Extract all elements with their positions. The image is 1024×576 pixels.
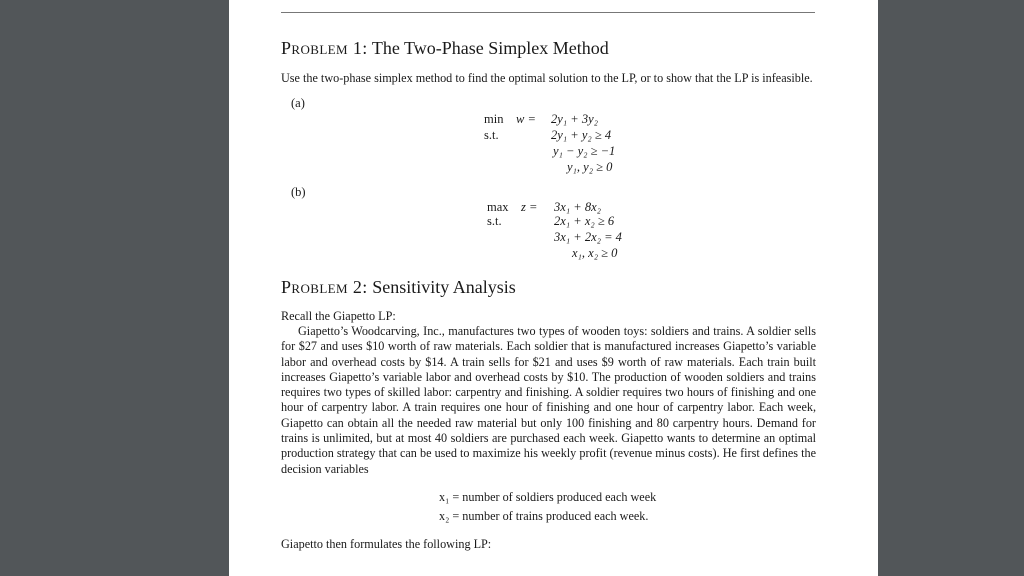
part-a-objective-expr: 2y₁ + 3y₂ bbox=[551, 112, 598, 126]
problem1-title: The Two-Phase Simplex Method bbox=[371, 38, 609, 58]
part-b-nonnegativity: x₁, x₂ ≥ 0 bbox=[572, 246, 618, 260]
part-b-constraint-2: 3x₁ + 2x₂ = 4 bbox=[554, 230, 622, 244]
problem1-heading bbox=[281, 38, 609, 59]
definition-x1: x₁ = number of soldiers produced each week bbox=[439, 490, 657, 504]
document-page bbox=[229, 0, 878, 576]
problem2-closing: Giapetto then formulates the following LP: bbox=[281, 537, 492, 551]
definition-x2: x₂ = number of trains produced each week. bbox=[439, 509, 649, 523]
part-a-st-keyword: s.t. bbox=[484, 128, 499, 142]
part-a-min-keyword: min bbox=[484, 112, 504, 126]
top-rule bbox=[281, 12, 815, 13]
part-a-nonnegativity: y₁, y₂ ≥ 0 bbox=[567, 160, 613, 174]
part-b-objective-var: z = bbox=[521, 200, 538, 214]
part-a-label: (a) bbox=[291, 96, 305, 110]
part-b-max-keyword: max bbox=[487, 200, 509, 214]
part-b-st-keyword: s.t. bbox=[487, 214, 502, 228]
problem2-recall: Recall the Giapetto LP: bbox=[281, 309, 396, 323]
problem1-instruction: Use the two-phase simplex method to find the optimal solution to the LP, or to show that the LP is infeasible. bbox=[281, 71, 813, 85]
problem2-label: Problem 2: bbox=[281, 277, 368, 297]
part-a-constraint-1: 2y₁ + y₂ ≥ 4 bbox=[551, 128, 612, 142]
part-b-constraint-1: 2x₁ + x₂ ≥ 6 bbox=[554, 214, 615, 228]
part-b-objective-expr: 3x₁ + 8x₂ bbox=[554, 200, 601, 214]
problem2-title: Sensitivity Analysis bbox=[372, 277, 516, 297]
part-a-constraint-2: y₁ − y₂ ≥ −1 bbox=[553, 144, 616, 158]
part-a-objective-var: w = bbox=[516, 112, 536, 126]
problem2-heading bbox=[281, 277, 516, 298]
problem1-label: Problem 1: bbox=[281, 38, 368, 58]
part-b-label: (b) bbox=[291, 185, 306, 199]
problem2-paragraph: Giapetto’s Woodcarving, Inc., manufactures two types of wooden toys: soldiers and trains. A soldier sells for $27 and uses $10 worth of raw materials. Each soldier that is manufactured increases Giapetto’s variable labor and overhead costs by $14. A train sells for $21 and uses $9 worth of raw materials. Each train built increases Giapetto’s variable labor and overhead costs by $10. The production of wooden soldiers and trains requires two types of skilled labor: carpentry and finishing. A soldier requires two hours of finishing and one hour of carpentry labor. A train requires one hour of finishing and one hour of carpentry labor. Each week, Giapetto can obtain all the needed raw material but only 100 finishing and 80 carpentry hours. Demand for trains is unlimited, but at most 40 soldiers are purchased each week. Giapetto wants to determine an optimal production strategy that can be used to maximize his weekly profit (revenue minus costs). He first defines the decision variables bbox=[281, 324, 816, 476]
